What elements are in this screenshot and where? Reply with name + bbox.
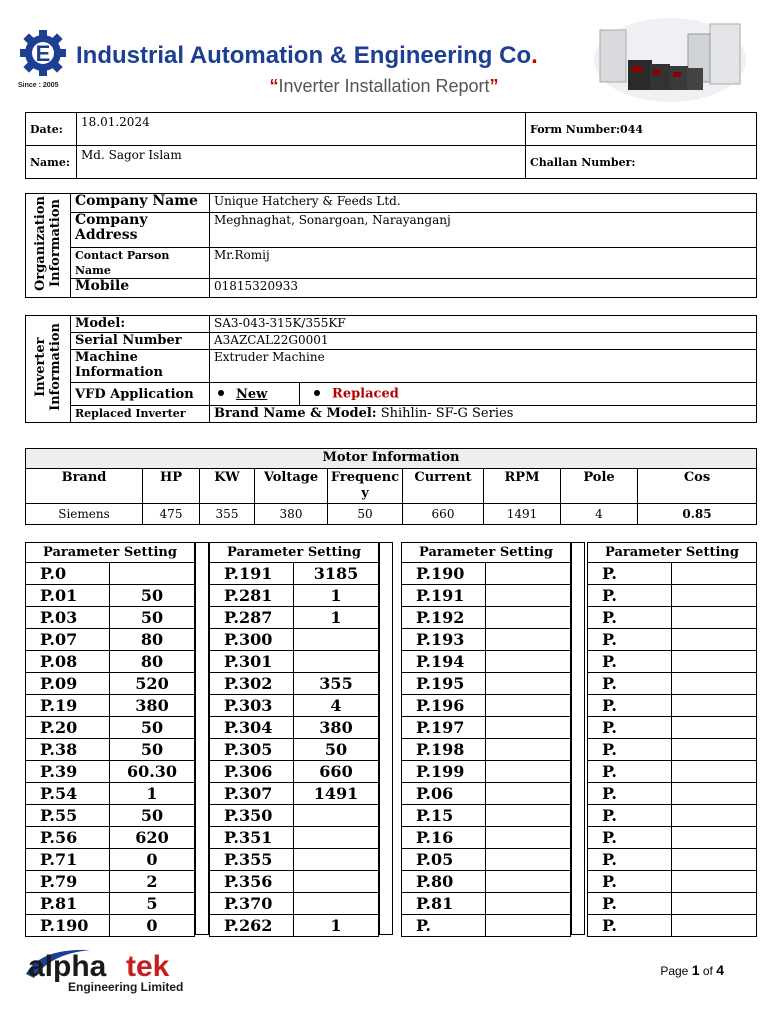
company-address-value: Meghnaghat, Sonargoan, Narayanganj: [210, 213, 757, 248]
parameter-row: [588, 673, 757, 695]
company-name-value: Unique Hatchery & Feeds Ltd.: [210, 194, 757, 213]
parameter-row: [26, 585, 195, 607]
parameter-row: [402, 761, 571, 783]
parameter-row: [26, 739, 195, 761]
motor-value-pole: 4: [561, 504, 638, 525]
parameter-code: P.306: [210, 761, 294, 783]
parameter-value: 380: [294, 717, 379, 739]
parameter-code: P.: [588, 607, 672, 629]
motor-header-frequency: Frequency: [328, 469, 403, 504]
parameter-value: [672, 629, 757, 651]
motor-header-rpm: RPM: [484, 469, 561, 504]
parameter-value: [294, 849, 379, 871]
parameter-code: P.80: [402, 871, 486, 893]
vfd-application-options: [210, 383, 757, 406]
parameter-value: 620: [110, 827, 195, 849]
inverter-table: [25, 315, 757, 423]
parameter-value: 355: [294, 673, 379, 695]
parameter-value: [672, 651, 757, 673]
parameter-row: [26, 629, 195, 651]
parameter-code: P.: [588, 783, 672, 805]
parameter-row: [402, 915, 571, 937]
parameter-row: [210, 673, 379, 695]
parameter-code: P.: [588, 651, 672, 673]
parameter-code: P.262: [210, 915, 294, 937]
parameter-row: [402, 783, 571, 805]
parameter-value: 380: [110, 695, 195, 717]
parameter-setting-header: Parameter Setting: [402, 543, 571, 563]
company-logo: [18, 28, 68, 78]
table-spacer: [379, 542, 393, 935]
bullet-icon: [218, 390, 224, 396]
report-title: “Inverter Installation Report”: [269, 76, 499, 96]
parameter-value: [672, 607, 757, 629]
parameter-row: [402, 893, 571, 915]
parameter-row: [402, 673, 571, 695]
parameter-value: [294, 805, 379, 827]
parameter-row: [402, 717, 571, 739]
parameter-code: P.: [588, 563, 672, 585]
parameter-code: P.: [588, 739, 672, 761]
vfd-application-label: VFD Application: [71, 383, 210, 406]
parameter-code: P.06: [402, 783, 486, 805]
parameter-row: [210, 761, 379, 783]
table-spacer: [571, 542, 585, 935]
parameter-value: [294, 871, 379, 893]
motor-header-cos: Cos: [638, 469, 757, 504]
parameter-row: [402, 739, 571, 761]
motor-header-pole: Pole: [561, 469, 638, 504]
parameter-value: 1: [294, 607, 379, 629]
parameter-row: [26, 607, 195, 629]
parameter-value: [672, 563, 757, 585]
parameter-value: [672, 585, 757, 607]
parameter-code: P.191: [210, 563, 294, 585]
parameter-value: [672, 827, 757, 849]
parameter-value: 80: [110, 651, 195, 673]
parameter-value: 50: [110, 607, 195, 629]
parameter-row: [26, 893, 195, 915]
parameter-value: [294, 893, 379, 915]
parameter-value: [672, 695, 757, 717]
parameter-code: P.38: [26, 739, 110, 761]
parameter-value: [486, 761, 571, 783]
parameter-row: [210, 739, 379, 761]
parameter-row: [588, 915, 757, 937]
parameter-setting-header: Parameter Setting: [26, 543, 195, 563]
motor-value-current: 660: [403, 504, 484, 525]
parameter-value: 50: [110, 717, 195, 739]
motor-value-hp: 475: [143, 504, 200, 525]
parameter-row: [210, 651, 379, 673]
parameter-value: [672, 717, 757, 739]
parameter-value: [294, 827, 379, 849]
inverter-product-image: [592, 16, 748, 102]
parameter-code: P.199: [402, 761, 486, 783]
parameter-value: 80: [110, 629, 195, 651]
form-header-table: [25, 112, 757, 179]
parameter-row: [402, 607, 571, 629]
parameter-row: [210, 629, 379, 651]
alphatek-logo: [20, 944, 196, 996]
parameter-code: P.: [588, 893, 672, 915]
parameter-code: P.: [588, 915, 672, 937]
parameter-value: [486, 585, 571, 607]
parameter-code: P.355: [210, 849, 294, 871]
parameter-row: [588, 717, 757, 739]
parameter-row: [588, 629, 757, 651]
parameter-code: P.350: [210, 805, 294, 827]
model-label: Model:: [71, 316, 210, 333]
mobile-value: 01815320933: [210, 279, 757, 298]
motor-header-hp: HP: [143, 469, 200, 504]
parameter-code: P.07: [26, 629, 110, 651]
parameter-row: [588, 893, 757, 915]
company-address-label: Company Address: [71, 213, 210, 248]
name-value: Md. Sagor Islam: [77, 146, 526, 179]
parameter-row: [26, 717, 195, 739]
parameter-code: P.194: [402, 651, 486, 673]
parameter-value: [486, 915, 571, 937]
parameter-value: 50: [110, 739, 195, 761]
parameter-row: [26, 871, 195, 893]
logo-tek: tek: [126, 950, 170, 983]
since-label: Since : 2005: [18, 82, 59, 89]
parameter-code: P.19: [26, 695, 110, 717]
parameter-row: [210, 849, 379, 871]
parameter-value: [486, 893, 571, 915]
motor-value-rpm: 1491: [484, 504, 561, 525]
logo-sub: Engineering Limited: [68, 980, 184, 994]
motor-value-voltage: 380: [255, 504, 328, 525]
parameter-code: P.79: [26, 871, 110, 893]
parameter-code: P.351: [210, 827, 294, 849]
mobile-label: Mobile: [71, 279, 210, 298]
parameter-code: P.81: [26, 893, 110, 915]
parameter-value: [672, 849, 757, 871]
parameter-code: P.54: [26, 783, 110, 805]
parameter-row: [402, 827, 571, 849]
motor-header-voltage: Voltage: [255, 469, 328, 504]
parameter-row: [210, 915, 379, 937]
parameter-code: P.: [588, 849, 672, 871]
parameter-value: 520: [110, 673, 195, 695]
parameter-code: P.304: [210, 717, 294, 739]
name-label: Name:: [26, 146, 77, 179]
parameter-code: P.: [588, 629, 672, 651]
parameter-code: P.198: [402, 739, 486, 761]
parameter-code: P.05: [402, 849, 486, 871]
parameter-table-3: [401, 542, 571, 937]
parameter-row: [210, 893, 379, 915]
parameter-value: [672, 871, 757, 893]
motor-value-frequency: 50: [328, 504, 403, 525]
parameter-code: P.56: [26, 827, 110, 849]
parameter-code: P.193: [402, 629, 486, 651]
motor-value-cos: 0.85: [638, 504, 757, 525]
parameter-code: P.39: [26, 761, 110, 783]
parameter-code: P.287: [210, 607, 294, 629]
parameter-value: [486, 805, 571, 827]
parameter-row: [402, 585, 571, 607]
vfd-new-option[interactable]: New: [236, 386, 268, 402]
parameter-value: 1: [294, 915, 379, 937]
parameter-code: P.: [588, 761, 672, 783]
company-title: Industrial Automation & Engineering Co.: [76, 42, 538, 69]
parameter-value: [486, 607, 571, 629]
parameter-row: [26, 563, 195, 585]
parameter-code: P.55: [26, 805, 110, 827]
organization-table: [25, 193, 757, 298]
parameter-row: [402, 871, 571, 893]
parameter-code: P.192: [402, 607, 486, 629]
parameter-row: [588, 805, 757, 827]
parameter-row: [210, 695, 379, 717]
parameter-code: P.305: [210, 739, 294, 761]
parameter-table-4: [587, 542, 757, 937]
parameter-value: [672, 739, 757, 761]
parameter-row: [26, 915, 195, 937]
replaced-inverter-label: Replaced Inverter: [71, 406, 210, 423]
parameter-code: P.: [402, 915, 486, 937]
motor-value-kw: 355: [200, 504, 255, 525]
parameter-row: [588, 783, 757, 805]
date-value: 18.01.2024: [77, 113, 526, 146]
parameter-value: [672, 673, 757, 695]
contact-person-value: Mr.Romij: [210, 248, 757, 279]
parameter-row: [402, 651, 571, 673]
model-value: SA3-043-315K/355KF: [210, 316, 757, 333]
parameter-value: [294, 629, 379, 651]
parameter-row: [402, 805, 571, 827]
parameter-row: [588, 849, 757, 871]
parameter-code: P.195: [402, 673, 486, 695]
parameter-value: 660: [294, 761, 379, 783]
parameter-row: [402, 695, 571, 717]
parameter-value: [486, 717, 571, 739]
parameter-code: P.: [588, 871, 672, 893]
parameter-value: [486, 739, 571, 761]
parameter-value: 0: [110, 915, 195, 937]
parameter-value: 1: [110, 783, 195, 805]
parameter-value: [486, 871, 571, 893]
parameter-code: P.196: [402, 695, 486, 717]
motor-header-kw: KW: [200, 469, 255, 504]
parameter-value: 60.30: [110, 761, 195, 783]
replaced-inverter-value: Brand Name & Model: Shihlin- SF-G Series: [210, 406, 757, 423]
parameter-table-2: [209, 542, 379, 937]
parameter-value: 1: [294, 585, 379, 607]
parameter-row: [588, 607, 757, 629]
parameter-row: [210, 717, 379, 739]
motor-info-caption: Motor Information: [26, 449, 757, 469]
serial-number-value: A3AZCAL22G0001: [210, 333, 757, 350]
parameter-code: P.0: [26, 563, 110, 585]
organization-side-label: Organization Information: [26, 194, 71, 298]
parameter-row: [210, 783, 379, 805]
parameter-code: P.: [588, 717, 672, 739]
company-name-label: Company Name: [71, 194, 210, 213]
parameter-value: [486, 629, 571, 651]
parameter-code: P.03: [26, 607, 110, 629]
parameter-code: P.81: [402, 893, 486, 915]
serial-number-label: Serial Number: [71, 333, 210, 350]
motor-info-table: [25, 448, 757, 525]
inverter-side-label: Inverter Information: [26, 316, 71, 423]
parameter-code: P.: [588, 805, 672, 827]
parameter-row: [402, 563, 571, 585]
parameter-row: [210, 827, 379, 849]
parameter-value: 5: [110, 893, 195, 915]
parameter-code: P.303: [210, 695, 294, 717]
parameter-code: P.190: [402, 563, 486, 585]
parameter-row: [588, 871, 757, 893]
parameter-row: [26, 805, 195, 827]
parameter-table-1: [25, 542, 195, 937]
parameter-value: [486, 563, 571, 585]
challan-label: Challan Number:: [526, 146, 757, 179]
motor-header-brand: Brand: [26, 469, 143, 504]
parameter-value: [672, 915, 757, 937]
parameter-row: [402, 629, 571, 651]
date-label: Date:: [26, 113, 77, 146]
parameter-value: [486, 849, 571, 871]
parameter-row: [588, 585, 757, 607]
parameter-row: [210, 585, 379, 607]
parameter-code: P.: [588, 585, 672, 607]
motor-value-brand: Siemens: [26, 504, 143, 525]
parameter-code: P.191: [402, 585, 486, 607]
parameter-code: P.281: [210, 585, 294, 607]
parameter-code: P.197: [402, 717, 486, 739]
parameter-value: 2: [110, 871, 195, 893]
parameter-setting-header: Parameter Setting: [588, 543, 757, 563]
parameter-value: [672, 805, 757, 827]
parameter-value: 50: [110, 805, 195, 827]
bullet-icon: [314, 390, 320, 396]
parameter-row: [210, 805, 379, 827]
logo-alpha: alpha: [28, 950, 107, 983]
parameter-value: [486, 827, 571, 849]
parameter-code: P.190: [26, 915, 110, 937]
parameter-row: [210, 871, 379, 893]
logo-letter: E: [35, 41, 51, 66]
parameter-value: [672, 761, 757, 783]
motor-header-current: Current: [403, 469, 484, 504]
parameter-row: [588, 695, 757, 717]
parameter-row: [588, 739, 757, 761]
parameter-value: [486, 783, 571, 805]
parameter-code: P.301: [210, 651, 294, 673]
parameter-row: [26, 783, 195, 805]
parameter-code: P.15: [402, 805, 486, 827]
parameter-value: 0: [110, 849, 195, 871]
page-indicator: Page 1 of 4: [660, 962, 724, 978]
parameter-value: 50: [110, 585, 195, 607]
parameter-code: P.09: [26, 673, 110, 695]
parameter-code: P.16: [402, 827, 486, 849]
parameter-row: [588, 761, 757, 783]
parameter-code: P.302: [210, 673, 294, 695]
parameter-value: [486, 651, 571, 673]
parameter-code: P.20: [26, 717, 110, 739]
contact-person-label: Contact Parson Name: [71, 248, 210, 279]
parameter-code: P.71: [26, 849, 110, 871]
parameter-row: [26, 849, 195, 871]
parameter-row: [402, 849, 571, 871]
parameter-value: [672, 893, 757, 915]
parameter-row: [26, 695, 195, 717]
vfd-replaced-option[interactable]: Replaced: [332, 386, 399, 402]
parameter-row: [26, 761, 195, 783]
parameter-code: P.356: [210, 871, 294, 893]
table-spacer: [195, 542, 209, 935]
machine-info-label: Machine Information: [71, 350, 210, 383]
parameter-row: [26, 651, 195, 673]
parameter-code: P.01: [26, 585, 110, 607]
parameter-value: [486, 673, 571, 695]
parameter-value: [672, 783, 757, 805]
parameter-row: [26, 673, 195, 695]
parameter-code: P.300: [210, 629, 294, 651]
parameter-row: [210, 607, 379, 629]
parameter-code: P.307: [210, 783, 294, 805]
parameter-code: P.: [588, 827, 672, 849]
parameter-row: [210, 563, 379, 585]
parameter-value: [294, 651, 379, 673]
parameter-row: [588, 827, 757, 849]
parameter-value: [486, 695, 571, 717]
parameter-value: [110, 563, 195, 585]
parameter-value: 4: [294, 695, 379, 717]
parameter-code: P.: [588, 695, 672, 717]
parameter-code: P.370: [210, 893, 294, 915]
parameter-code: P.08: [26, 651, 110, 673]
parameter-row: [588, 651, 757, 673]
parameter-code: P.: [588, 673, 672, 695]
form-number: Form Number:044: [526, 113, 757, 146]
parameter-value: 1491: [294, 783, 379, 805]
parameter-value: 3185: [294, 563, 379, 585]
machine-info-value: Extruder Machine: [210, 350, 757, 383]
parameter-value: 50: [294, 739, 379, 761]
parameter-setting-header: Parameter Setting: [210, 543, 379, 563]
parameter-row: [588, 563, 757, 585]
parameter-row: [26, 827, 195, 849]
